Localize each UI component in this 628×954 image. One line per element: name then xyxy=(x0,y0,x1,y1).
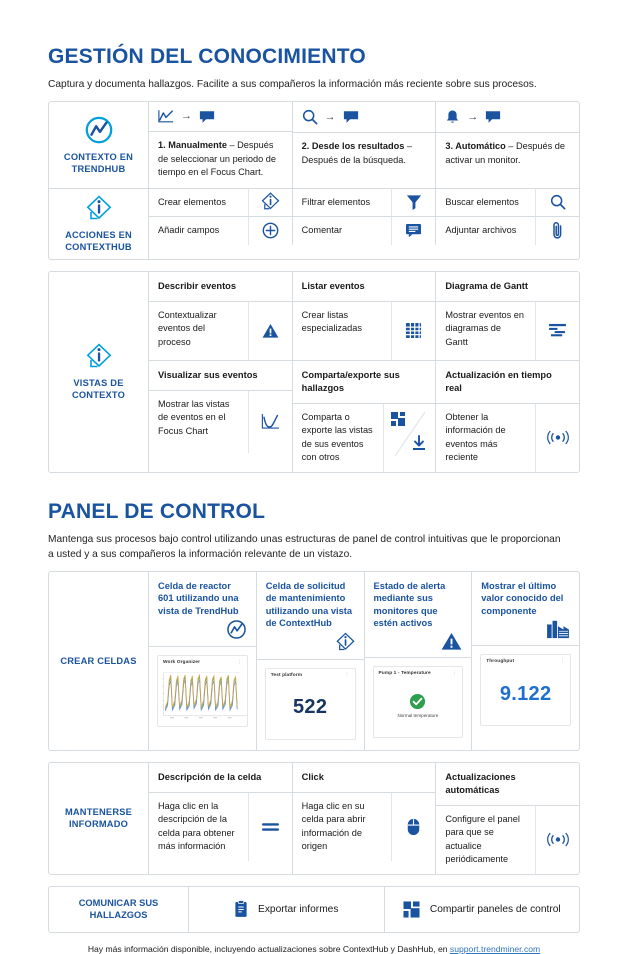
action-filter-items[interactable] xyxy=(293,189,437,217)
communicate-block xyxy=(48,886,580,933)
mini-card-title: Pump 1 - Temperature xyxy=(378,670,431,676)
gantt-icon xyxy=(535,302,579,360)
context-views-grid xyxy=(149,272,579,472)
step-text-manual: – Después de seleccionar un periodo de tiempo en el Focus Chart. xyxy=(158,140,276,177)
mini-card-title: Throughput xyxy=(486,659,515,664)
comment-icon xyxy=(485,110,501,124)
kpi-value: 522 xyxy=(292,696,328,718)
comment-icon xyxy=(199,110,215,124)
cell-head: Click xyxy=(293,763,436,793)
subtitle-dashboard: Mantenga sus procesos bajo control utilizando unas estructuras de panel de control intuitivas que le proporcionan a usted y a sus compañeros la información relevante de un vistazo. xyxy=(48,533,561,560)
create-cells-block xyxy=(48,571,580,751)
dash-head-text: Estado de alerta mediante sus monitores que estén activos xyxy=(373,580,446,628)
informed-cell[interactable] xyxy=(293,793,436,861)
warning-icon xyxy=(374,632,463,651)
trendhub-icon xyxy=(84,115,114,145)
mini-card-header xyxy=(481,655,570,666)
cell-text: Mostrar las vistas de eventos en el Focus Chart xyxy=(158,398,230,436)
view-describe-events xyxy=(149,272,293,360)
live-icon xyxy=(535,806,579,874)
step-label-results: 2. Desde los resultados xyxy=(301,141,405,151)
export-reports-item[interactable] xyxy=(189,887,385,932)
cell-col-contexthub-view xyxy=(257,572,365,750)
footer-note xyxy=(48,944,580,954)
share-download-icon xyxy=(383,404,435,472)
view-cell[interactable] xyxy=(149,302,292,360)
status-badge: Normal temperature xyxy=(397,713,439,718)
action-label: Filtrar elementos xyxy=(301,196,371,207)
row-label-stay-informed xyxy=(49,763,149,874)
search-icon xyxy=(302,109,318,125)
dash-head-text: Mostrar el último valor conocido del componente xyxy=(481,580,564,616)
row-label-text: ACCIONES EN CONTEXTHUB xyxy=(65,229,132,252)
contexthub-icon xyxy=(86,343,112,371)
context-col-manual xyxy=(149,102,293,188)
mini-card-header xyxy=(374,667,463,678)
plant-icon xyxy=(481,619,570,639)
mini-card-body xyxy=(266,680,355,739)
cell-head: Actualizaciones automáticas xyxy=(436,763,579,806)
cell-head: Comparta/exporte sus hallazgos xyxy=(293,361,436,404)
actions-contexthub-grid xyxy=(149,189,579,259)
check-circle-icon xyxy=(409,693,426,710)
actions-row-1 xyxy=(149,189,579,218)
stay-informed-columns xyxy=(149,763,579,874)
action-label: Crear elementos xyxy=(158,196,226,207)
search-icon xyxy=(535,189,579,217)
cell-col-trendhub-view xyxy=(149,572,257,750)
view-cell[interactable] xyxy=(436,404,579,472)
kebab-menu-icon[interactable]: ⋮ xyxy=(236,659,242,665)
informed-col-auto-updates xyxy=(436,763,579,874)
kpi-value: 9.122 xyxy=(499,682,552,705)
mini-card-body xyxy=(481,666,570,725)
step-label-auto: 3. Automático xyxy=(445,141,506,151)
action-search-items[interactable] xyxy=(436,189,579,217)
contexthub-icon xyxy=(248,189,292,217)
mini-card-body xyxy=(374,678,463,737)
informed-cell[interactable] xyxy=(149,793,292,861)
row-label-actions-contexthub xyxy=(49,189,149,259)
page-title-knowledge: GESTIÓN DEL CONOCIMIENTO xyxy=(48,45,366,68)
share-icon xyxy=(403,901,420,918)
view-realtime xyxy=(436,361,579,472)
subtitle-knowledge: Captura y documenta hallazgos. Facilite a sus compañeros la información más reciente sobre sus procesos. xyxy=(48,79,537,90)
context-trendhub-columns xyxy=(149,102,579,188)
action-attach-files[interactable] xyxy=(436,217,579,245)
context-col-results xyxy=(293,102,437,188)
cell-head: Listar eventos xyxy=(293,272,436,302)
share-dashboards-label: Compartir paneles de control xyxy=(429,903,561,915)
actions-contexthub-row xyxy=(49,188,579,259)
context-cell-manual xyxy=(149,132,292,188)
informed-col-description xyxy=(149,763,293,874)
dash-cell xyxy=(149,647,256,737)
export-reports-label: Exportar informes xyxy=(258,903,339,915)
dash-head-text: Celda de solicitud de mantenimiento utilizando una vista de ContextHub xyxy=(265,580,353,628)
dash-cell xyxy=(257,660,364,750)
row-label-text: CREAR CELDAS xyxy=(60,655,137,666)
live-icon xyxy=(535,404,579,472)
action-add-fields[interactable] xyxy=(149,217,293,245)
dash-head xyxy=(257,572,364,660)
arrow-right-icon: → xyxy=(467,110,479,123)
action-create-items[interactable] xyxy=(149,189,293,217)
action-label: Adjuntar archivos xyxy=(445,225,517,235)
cell-head: Describir eventos xyxy=(149,272,292,302)
filter-icon xyxy=(391,189,435,217)
view-gantt xyxy=(436,272,579,360)
mini-card-body xyxy=(158,667,247,726)
row-label-create-cells xyxy=(49,572,149,750)
support-link[interactable]: support.trendminer.com xyxy=(449,943,541,954)
grid-icon xyxy=(391,302,435,360)
row-label-text: VISTAS DE CONTEXTO xyxy=(71,377,126,400)
mini-card-work-organizer[interactable] xyxy=(157,655,248,727)
informed-cell[interactable] xyxy=(436,806,579,874)
action-label: Buscar elementos xyxy=(445,196,519,207)
arrow-right-icon: → xyxy=(181,110,192,122)
row-label-context-views xyxy=(49,272,149,472)
contexthub-icon xyxy=(266,632,355,653)
row-label-text: MANTENERSE INFORMADO xyxy=(64,807,133,829)
mini-card-test-platform[interactable] xyxy=(265,668,356,740)
context-views-subrow-2 xyxy=(149,360,579,472)
cell-head: Diagrama de Gantt xyxy=(436,272,579,302)
mini-card-title: Test platform xyxy=(270,672,303,678)
create-cells-columns xyxy=(149,572,579,750)
view-share-export xyxy=(293,361,437,472)
view-cell[interactable] xyxy=(293,302,436,360)
context-col-auto xyxy=(436,102,579,188)
step-label-manual: 1. Manualmente xyxy=(158,140,227,150)
knowledge-block-1 xyxy=(48,101,580,260)
comment-icon xyxy=(343,110,359,124)
cell-head: Visualizar sus eventos xyxy=(149,361,292,391)
chart-icon xyxy=(248,391,292,453)
dash-head-text: Celda de reactor 601 utilizando una vista de TrendHub xyxy=(158,580,239,616)
line-chart xyxy=(154,669,250,721)
step-text-auto: – Después de activar un monitor. xyxy=(445,141,565,165)
report-icon xyxy=(234,900,248,918)
equals-icon xyxy=(248,793,292,861)
cell-text: Mostrar eventos en diagramas de Gantt xyxy=(445,309,524,347)
cell-head: Actualización en tiempo real xyxy=(436,361,579,404)
cell-col-alert-state xyxy=(365,572,473,750)
context-cell-results xyxy=(293,133,436,175)
actions-row-2 xyxy=(149,217,579,245)
col-head-icons-results xyxy=(293,102,436,133)
cell-text: Comparta o exporte las vistas de sus eventos con otros xyxy=(301,411,373,462)
action-label: Comentar xyxy=(301,225,343,235)
chart-icon xyxy=(158,109,174,124)
context-trendhub-row xyxy=(49,102,579,188)
cell-text: Haga clic en la descripción de la celda para obtener más información xyxy=(158,800,235,851)
kebab-menu-icon[interactable]: ⋮ xyxy=(452,669,458,676)
view-cell[interactable] xyxy=(293,404,436,472)
view-visualize-events xyxy=(149,361,293,472)
informed-col-click xyxy=(293,763,437,874)
stay-informed-block xyxy=(48,762,580,875)
view-cell[interactable] xyxy=(149,391,292,453)
dash-head xyxy=(149,572,256,648)
kebab-menu-icon[interactable]: ⋮ xyxy=(560,658,565,664)
context-cell-auto xyxy=(436,133,579,175)
view-cell[interactable] xyxy=(436,302,579,360)
row-label-communicate: COMUNICAR SUS HALLAZGOS xyxy=(49,887,189,932)
action-comment[interactable] xyxy=(293,217,437,245)
dash-head xyxy=(365,572,472,658)
cell-head: Descripción de la celda xyxy=(149,763,292,793)
mini-card-header xyxy=(266,669,355,680)
context-views-block xyxy=(48,271,580,473)
warning-icon xyxy=(248,302,292,360)
step-text-results: – Después de la búsqueda. xyxy=(301,141,412,165)
cell-text: Crear listas especializadas xyxy=(301,309,362,333)
cell-col-last-value xyxy=(472,572,579,750)
context-views-subrow-1 xyxy=(149,272,579,360)
view-list-events xyxy=(293,272,437,360)
contexthub-icon xyxy=(86,195,112,223)
plus-circle-icon xyxy=(248,217,292,245)
mini-card-pump-temperature[interactable] xyxy=(373,666,464,738)
paperclip-icon xyxy=(535,217,579,245)
dash-cell xyxy=(472,646,579,736)
action-label: Añadir campos xyxy=(158,225,220,235)
mini-card-title: Work Organizer xyxy=(163,660,201,665)
cell-text: Contextualizar eventos del proceso xyxy=(158,309,217,347)
cell-text: Configure el panel para que se actualice periódicamente xyxy=(445,813,520,864)
row-label-text: CONTEXTO EN TRENDHUB xyxy=(63,151,134,174)
trendhub-icon xyxy=(158,619,247,640)
bell-icon xyxy=(445,109,460,125)
kebab-menu-icon[interactable]: ⋮ xyxy=(344,671,350,678)
mouse-icon xyxy=(391,793,435,861)
footer-text: Hay más información disponible, incluyendo actualizaciones sobre ContextHub y DashHub, en xyxy=(87,943,450,954)
page-title-dashboard: PANEL DE CONTROL xyxy=(48,499,266,523)
arrow-right-icon: → xyxy=(324,110,336,123)
col-head-icons-auto xyxy=(436,102,579,133)
col-head-icons-manual xyxy=(149,102,292,132)
cell-text: Obtener la información de eventos más reciente xyxy=(445,411,506,462)
row-label-context-trendhub xyxy=(49,102,149,188)
share-dashboards-item[interactable] xyxy=(385,887,580,932)
mini-card-throughput[interactable] xyxy=(480,654,571,726)
mini-card-header xyxy=(158,656,247,667)
cell-text: Haga clic en su celda para abrir información de origen xyxy=(301,800,366,851)
dash-head xyxy=(472,572,579,647)
comment-icon xyxy=(391,217,435,245)
dash-cell xyxy=(365,658,472,748)
